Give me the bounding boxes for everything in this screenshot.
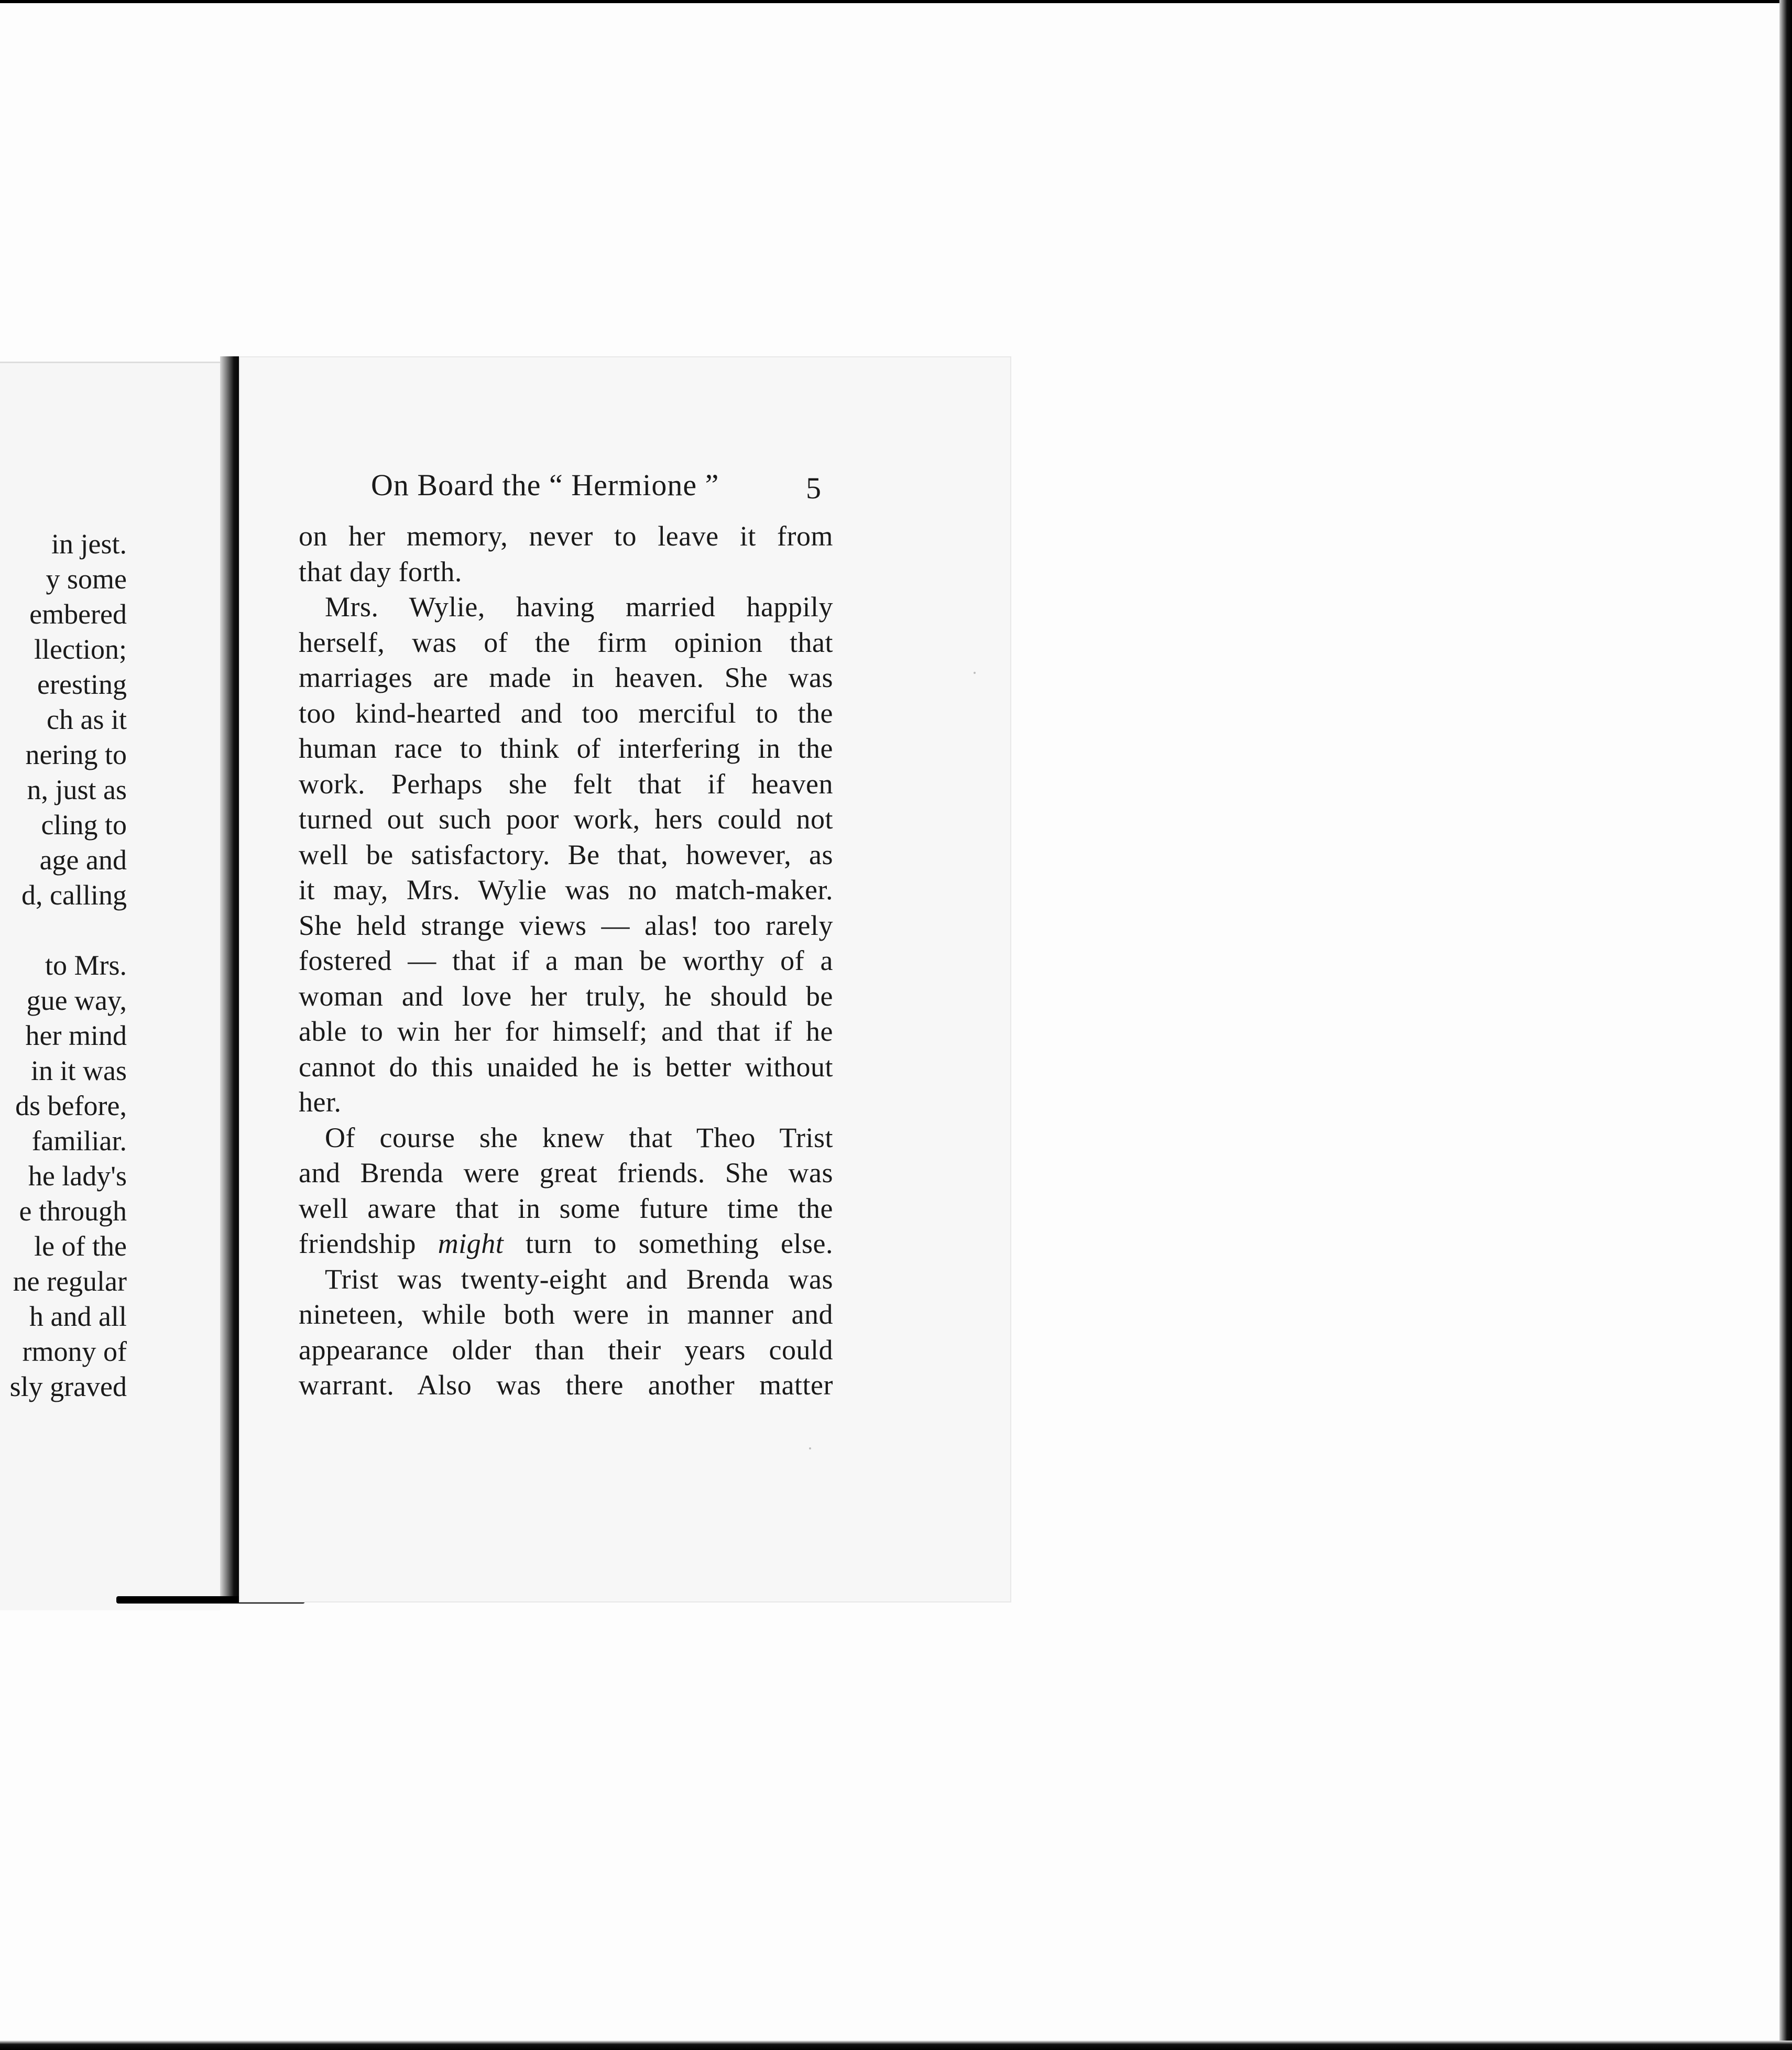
left-page-line: rmony of <box>22 1336 127 1367</box>
text-line: on her memory, never to leave it from <box>299 520 833 552</box>
text-line: herself, was of the firm opinion that <box>299 626 833 658</box>
text-line: fostered — that if a man be worthy of a <box>299 945 833 976</box>
left-page-line: sly graved <box>9 1371 127 1402</box>
text-fragment: turn to something else. <box>526 1228 834 1259</box>
text-line: cannot do this unaided he is better without <box>299 1051 833 1083</box>
text-line: Mrs. Wylie, having married happily <box>325 591 833 623</box>
text-line: human race to think of interfering in the <box>299 733 833 764</box>
text-line: able to win her for himself; and that if he <box>299 1016 833 1047</box>
text-line: and Brenda were great friends. She was <box>299 1157 833 1188</box>
text-line: woman and love her truly, he should be <box>299 980 833 1012</box>
left-page-line: in jest. <box>51 528 127 560</box>
left-page-line: ch as it <box>47 704 127 735</box>
left-page-line: he lady's <box>28 1160 127 1192</box>
right-page <box>240 357 1010 1601</box>
left-page-line: ne regular <box>13 1266 127 1297</box>
text-line <box>299 1226 833 1262</box>
left-page-line: age and <box>39 844 127 876</box>
text-line: turned out such poor work, hers could not <box>299 803 833 835</box>
left-page-line: nering to <box>25 739 127 770</box>
text-line: warrant. Also was there another matter <box>299 1369 833 1401</box>
left-page-line: h and all <box>29 1301 127 1332</box>
scan-right-edge <box>1779 0 1792 2050</box>
paper-speck <box>809 1447 811 1449</box>
text-line: too kind-hearted and too merciful to the <box>299 697 833 729</box>
text-line: that day forth. <box>299 555 462 587</box>
left-page-line: d, calling <box>21 879 127 911</box>
left-page-line: le of the <box>34 1230 127 1262</box>
left-page-line: embered <box>29 598 127 630</box>
scan-top-edge <box>0 0 1792 3</box>
text-line: work. Perhaps she felt that if heaven <box>299 768 833 800</box>
left-page-line: to Mrs. <box>45 950 127 981</box>
running-head-title: On Board the “ Hermione ” <box>371 468 719 502</box>
paper-speck <box>974 672 976 674</box>
text-line: nineteen, while both were in manner and <box>299 1299 833 1330</box>
left-page-line: e through <box>19 1195 127 1227</box>
left-page-line: in it was <box>31 1055 127 1086</box>
text-line: She held strange views — alas! too rarely <box>299 909 833 941</box>
page-number: 5 <box>806 471 821 505</box>
page-body-text <box>299 519 833 1403</box>
left-page-line: her mind <box>25 1020 127 1051</box>
text-line: her. <box>299 1086 342 1118</box>
text-line: well aware that in some future time the <box>299 1192 833 1224</box>
left-page-line: ds before, <box>15 1090 127 1121</box>
text-line: marriages are made in heaven. She was <box>299 662 833 693</box>
left-page-line: familiar. <box>31 1125 127 1157</box>
italic-word: might <box>438 1228 504 1259</box>
text-fragment: friendship <box>299 1228 416 1259</box>
left-page-line: y some <box>46 563 127 595</box>
text-line: Trist was twenty-eight and Brenda was <box>325 1263 833 1295</box>
text-line: Of course she knew that Theo Trist <box>325 1121 833 1153</box>
scan-bottom-edge <box>0 2041 1792 2050</box>
left-page-line: cling to <box>41 809 127 841</box>
left-page-line: eresting <box>37 669 127 700</box>
text-line: appearance older than their years could <box>299 1334 833 1366</box>
text-line: well be satisfactory. Be that, however, as <box>299 838 833 870</box>
left-page-line: llection; <box>34 634 127 665</box>
left-page-fragment <box>0 362 220 1610</box>
text-line: it may, Mrs. Wylie was no match-maker. <box>299 874 833 906</box>
left-page-line: gue way, <box>26 985 127 1016</box>
left-page-line: n, just as <box>27 774 127 805</box>
